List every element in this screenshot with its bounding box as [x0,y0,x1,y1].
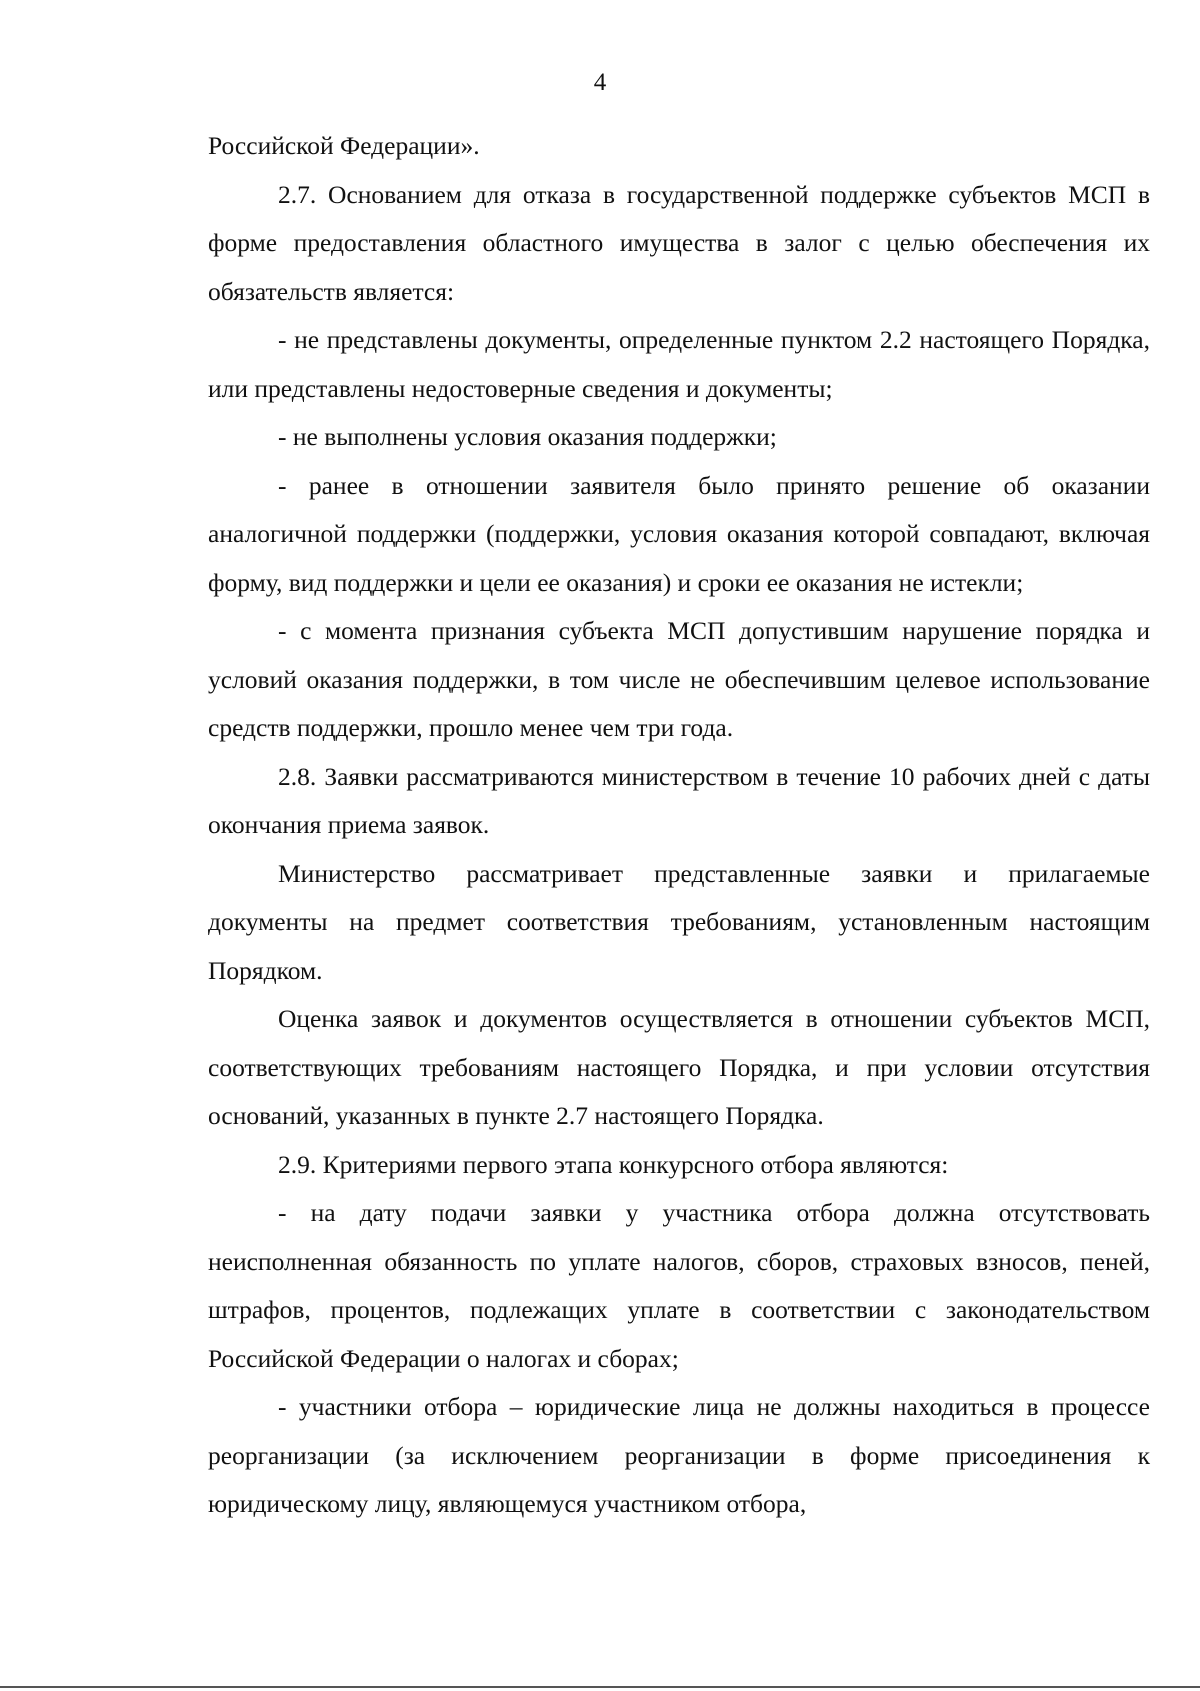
paragraph-2-8: 2.8. Заявки рассматриваются министерством в течение 10 рабочих дней с даты окончания приема заявок. [208,761,1150,839]
list-item-tax-obligations: - на дату подачи заявки у участника отбора должна отсутствовать неисполненная обязанность по уплате налогов, сборов, страховых взносов, пеней, штрафов, процентов, подлежащих уплате в соответствии с законодательством Российской Федерации о налогах и сборах; [208,1198,1150,1373]
list-item-violation-period: - с момента признания субъекта МСП допустившим нарушение порядка и условий оказания поддержки, в том числе не обеспечившим целевое использование средств поддержки, прошло менее чем три года. [208,616,1150,742]
list-item-reorganization: - участники отбора – юридические лица не должны находиться в процессе реорганизации (за исключением реорганизации в форме присоединения к юридическому лицу, являющемуся участником отбора, [208,1392,1150,1518]
list-item-previous-support: - ранее в отношении заявителя было принято решение об оказании аналогичной поддержки (поддержки, условия оказания которой совпадают, включая форму, вид поддержки и цели ее оказания) и сроки ее оказания не истекли; [208,470,1150,597]
page-number: 4 [593,69,607,96]
document-body [208,122,1150,1529]
list-item-documents-not-provided: - не представлены документы, определенные пунктом 2.2 настоящего Порядка, или представлены недостоверные сведения и документы; [208,325,1150,403]
paragraph-ministry-review: Министерство рассматривает представленные заявки и прилагаемые документы на предмет соответствия требованиям, установленным настоящим Порядком. [208,858,1150,985]
paragraph-2-9: 2.9. Критериями первого этапа конкурсного отбора являются: [278,1149,949,1179]
paragraph-evaluation: Оценка заявок и документов осуществляется в отношении субъектов МСП, соответствующих требованиям настоящего Порядка, и при условии отсутствия оснований, указанных в пункте 2.7 настоящего Порядка. [208,1004,1150,1130]
paragraph-continuation: Российской Федерации». [208,131,480,160]
list-item-conditions-not-met: - не выполнены условия оказания поддержки; [278,422,777,451]
paragraph-2-7: 2.7. Основанием для отказа в государственной поддержке субъектов МСП в форме предоставления областного имущества в залог с целью обеспечения их обязательств является: [208,179,1150,306]
scan-bottom-edge [0,1686,1200,1688]
